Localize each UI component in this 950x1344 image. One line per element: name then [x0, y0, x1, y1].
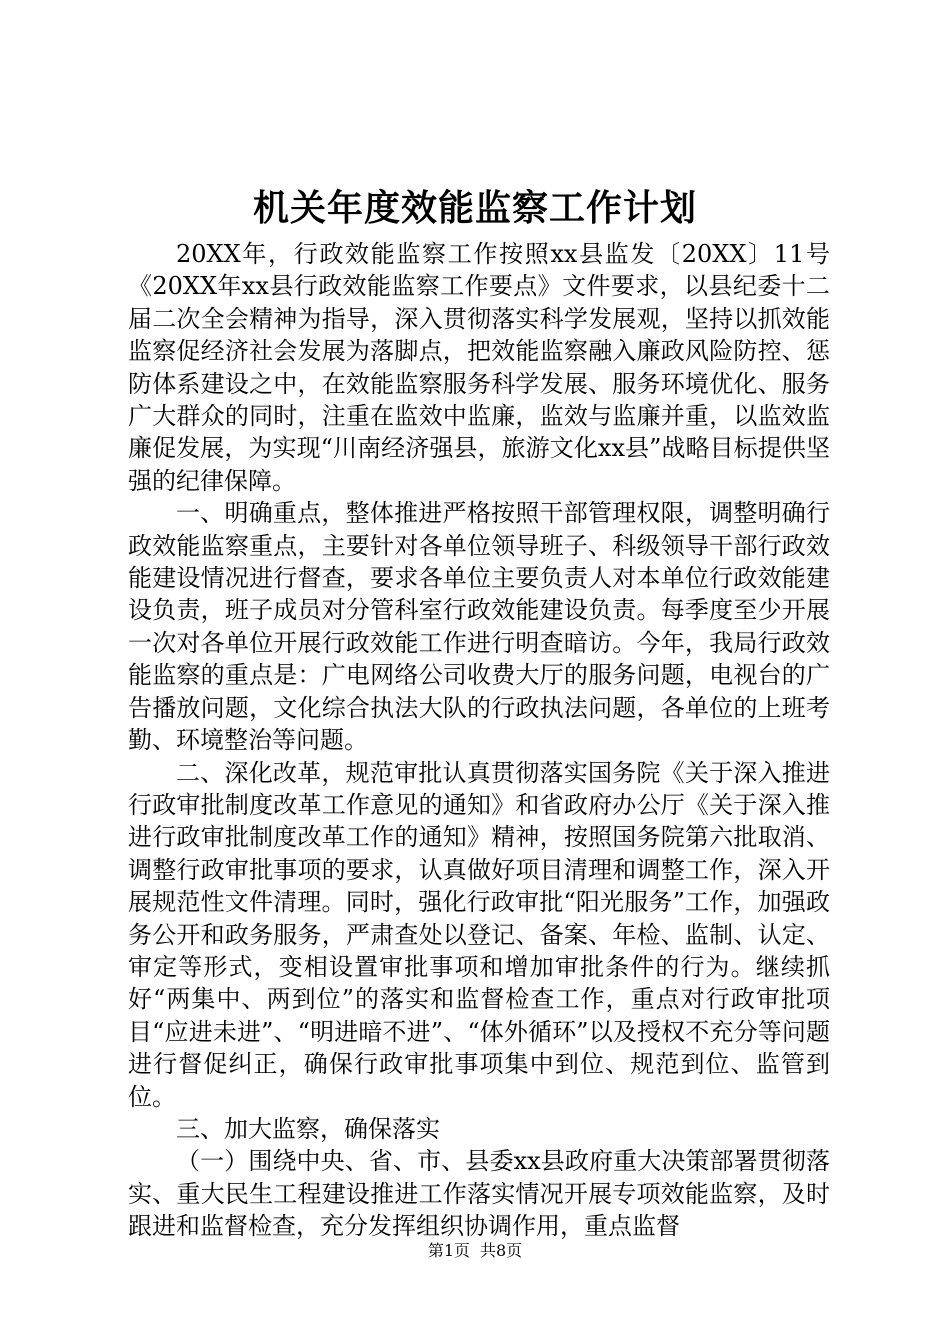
page-number: 第1页	[427, 1241, 470, 1260]
document-title: 机关年度效能监察工作计划	[252, 187, 697, 229]
heading-section-3: 三、加大监察，确保落实	[176, 1114, 440, 1143]
paragraph-section-2: 二、深化改革，规范审批认真贯彻落实国务院《关于深入推进行政审批制度改革工作意见的通知》和省政府办公厅《关于深入推进行政审批制度改革工作的通知》精神，按照国务院第六批取消、调整行政审批事项的要求，认真做好项目清理和调整工作，深入开展规范性文件清理。同时，强化行政审批“阳光服务”工作，加强政务公开和政务服务，严肃查处以登记、备案、年检、监制、认定、审定等形式，变相设置审批事项和增加审批条件的行为。继续抓好“两集中、两到位”的落实和监督检查工作，重点对行政审批项目“应进未进”、“明进暗不进”、“体外循环”以及授权不充分等问题进行督促纠正，确保行政审批事项集中到位、规范到位、监管到位。	[128, 758, 830, 1111]
page-total: 共8页	[480, 1241, 523, 1260]
paragraph-section-1: 一、明确重点，整体推进严格按照干部管理权限，调整明确行政效能监察重点，主要针对各单位领导班子、科级领导干部行政效能建设情况进行督查，要求各单位主要负责人对本单位行政效能建设负责，班子成员对分管科室行政效能建设负责。每季度至少开展一次对各单位开展行政效能工作进行明查暗访。今年，我局行政效能监察的重点是：广电网络公司收费大厅的服务问题，电视台的广告播放问题，文化综合执法大队的行政执法问题，各单位的上班考勤、环境整治等问题。	[128, 499, 830, 755]
document-body	[128, 238, 830, 1243]
paragraph-section-3-item-1: （一）围绕中央、省、市、县委xx县政府重大决策部署贯彻落实、重大民生工程建设推进工作落实情况开展专项效能监察，及时跟进和监督检查，充分发挥组织协调作用，重点监督	[128, 1147, 830, 1241]
paragraph-intro: 20XX年，行政效能监察工作按照xx县监发〔20XX〕11号《20XX年xx县行政效能监察工作要点》文件要求，以县纪委十二届二次全会精神为指导，深入贯彻落实科学发展观，坚持以抓效能监察促经济社会发展为落脚点，把效能监察融入廉政风险防控、惩防体系建设之中，在效能监察服务科学发展、服务环境优化、服务广大群众的同时，注重在监效中监廉，监效与监廉并重，以监效监廉促发展，为实现“川南经济强县，旅游文化xx县”战略目标提供坚强的纪律保障。	[128, 240, 830, 495]
page-footer	[0, 1240, 950, 1262]
